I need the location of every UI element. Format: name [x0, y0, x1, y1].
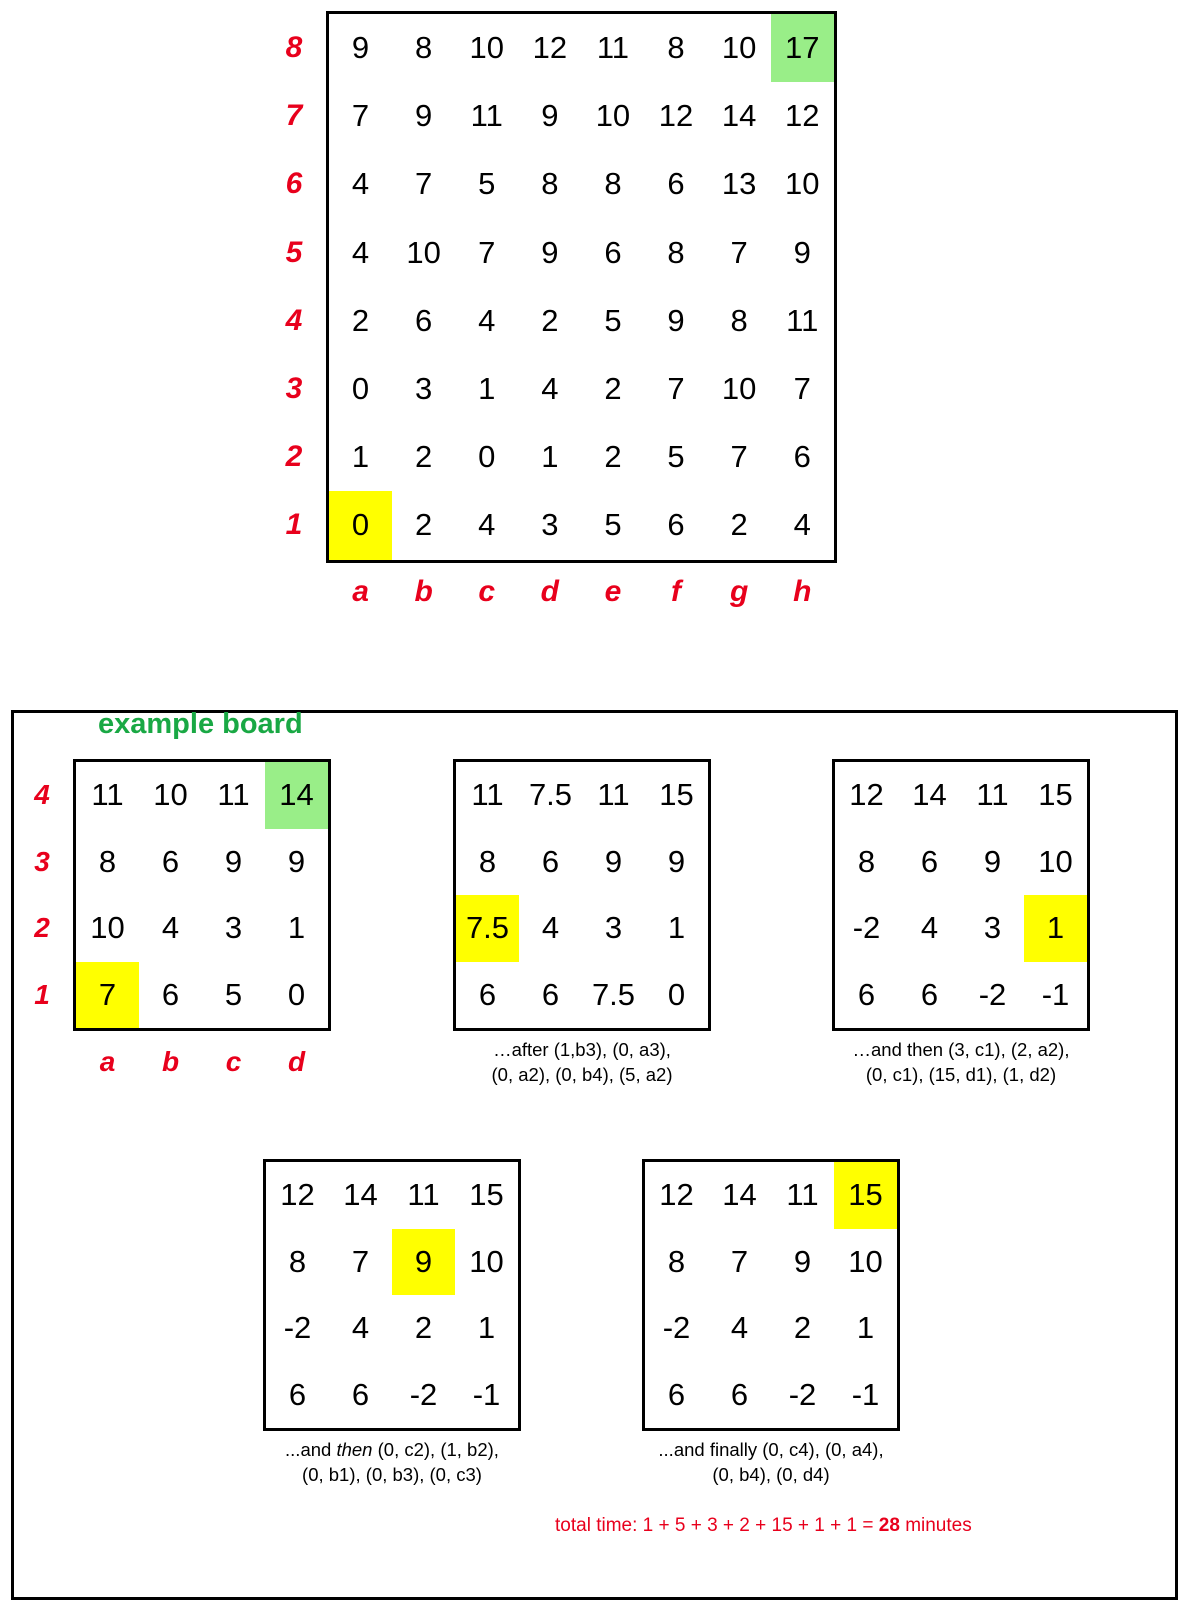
- board-cell: 11: [786, 302, 819, 338]
- caption-line: ...and finally (0, c4), (0, a4),: [658, 1439, 884, 1460]
- board-cell: 12: [659, 1177, 694, 1213]
- board-caption: [222, 1437, 562, 1487]
- board-cell: 9: [667, 302, 685, 338]
- board-cell: 0: [667, 976, 686, 1012]
- example-row-label: 3: [34, 845, 50, 877]
- example-board-4: [263, 1159, 521, 1431]
- board-cell: 6: [288, 1376, 307, 1412]
- example-row-label: 1: [34, 978, 50, 1010]
- example-col-label: d: [287, 1046, 306, 1077]
- board-cell: 7: [415, 166, 433, 202]
- board-cell: 4: [161, 910, 180, 946]
- board-cell: 8: [667, 30, 685, 66]
- board-cell: 3: [983, 910, 1002, 946]
- board-cell: 9: [351, 30, 370, 66]
- board-cell: 8: [288, 1243, 307, 1279]
- board-cell: 6: [667, 1376, 686, 1412]
- board-cell: 14: [912, 777, 947, 813]
- row-label: 3: [285, 372, 303, 406]
- board-cell: 5: [604, 507, 622, 543]
- board-cell: 8: [730, 302, 748, 338]
- board-cell: 11: [596, 30, 630, 66]
- board-cell: 10: [1038, 843, 1073, 879]
- col-label: d: [540, 575, 559, 608]
- board-cell: 11: [471, 777, 504, 813]
- example-col-label: b: [161, 1046, 180, 1077]
- caption-line: (0, b4), (0, d4): [712, 1464, 830, 1485]
- col-label: c: [478, 575, 496, 608]
- board-cell: 3: [604, 910, 623, 946]
- board-cell: 6: [667, 166, 685, 202]
- board-cell: 9: [667, 843, 686, 879]
- col-label: g: [729, 575, 749, 608]
- board-cell: 4: [730, 1310, 749, 1346]
- board-cell: 5: [604, 302, 622, 338]
- board-cell: 13: [721, 166, 757, 202]
- board-cell: 8: [415, 30, 433, 66]
- board-cell: 15: [659, 777, 694, 813]
- board-cell: 9: [224, 843, 243, 879]
- board-cell: 0: [351, 371, 370, 407]
- board-cell: 9: [287, 843, 306, 879]
- board-cell: 1: [478, 371, 496, 407]
- row-label: 1: [285, 508, 303, 542]
- board-cell: 6: [793, 439, 811, 475]
- board-cell: -2: [662, 1310, 691, 1346]
- board-cell: 15: [1038, 777, 1073, 813]
- example-board-1: [73, 759, 331, 1031]
- example-title: example board: [98, 708, 303, 740]
- board-cell: 6: [415, 302, 433, 338]
- board-cell: -2: [788, 1376, 817, 1412]
- total-time-unit: minutes: [905, 1515, 972, 1536]
- board-cell: 6: [351, 1376, 370, 1412]
- board-cell: 15: [834, 1162, 897, 1229]
- board-cell: 4: [478, 302, 496, 338]
- board-cell: -1: [472, 1376, 501, 1412]
- row-label: 4: [285, 303, 303, 337]
- board-cell: 12: [849, 777, 884, 813]
- board-cell: 9: [793, 234, 811, 270]
- col-label: a: [352, 575, 369, 608]
- board-cell: 17: [771, 14, 834, 82]
- board-cell: 0: [287, 976, 306, 1012]
- board-cell: 3: [415, 371, 433, 407]
- board-cell: 2: [351, 302, 370, 338]
- board-cell: 6: [541, 843, 560, 879]
- board-cell: 6: [541, 976, 560, 1012]
- board-cell: 11: [597, 777, 630, 813]
- example-row-label: 2: [34, 912, 50, 944]
- board-cell: 7: [730, 234, 748, 270]
- board-cell: 7: [793, 371, 811, 407]
- board-cell: 11: [407, 1177, 440, 1213]
- board-cell: 2: [541, 302, 559, 338]
- col-label: b: [414, 575, 433, 608]
- board-cell: 11: [91, 777, 124, 813]
- board-cell: 8: [478, 843, 497, 879]
- board-cell: 4: [351, 234, 370, 270]
- board-cell: 2: [730, 507, 748, 543]
- board-cell: 10: [153, 777, 188, 813]
- board-cell: 12: [280, 1177, 315, 1213]
- board-cell: 6: [478, 976, 497, 1012]
- board-cell: 0: [478, 439, 496, 475]
- total-time: [555, 1515, 972, 1537]
- board-cell: 10: [848, 1243, 883, 1279]
- board-cell: 6: [667, 507, 685, 543]
- board-caption: [412, 1037, 752, 1087]
- board-cell: 11: [470, 98, 503, 134]
- board-cell: 7: [351, 1243, 370, 1279]
- example-board-3: [832, 759, 1090, 1031]
- board-cell: 1: [541, 439, 559, 475]
- example-col-label: c: [225, 1046, 242, 1077]
- board-cell: 9: [541, 234, 559, 270]
- board-cell: 4: [793, 507, 811, 543]
- board-cell: 7.5: [528, 777, 573, 813]
- board-cell: 6: [161, 976, 180, 1012]
- board-cell: 14: [721, 98, 757, 134]
- board-cell: 2: [414, 1310, 433, 1346]
- board-cell: 1: [477, 1310, 496, 1346]
- board-cell: -2: [409, 1376, 438, 1412]
- row-label: 6: [285, 167, 303, 201]
- board-cell: 4: [920, 910, 939, 946]
- board-cell: 9: [541, 98, 559, 134]
- caption-line: (0, a2), (0, b4), (5, a2): [491, 1064, 673, 1085]
- row-label: 2: [285, 440, 303, 474]
- board-cell: -2: [283, 1310, 312, 1346]
- caption-line: (0, c1), (15, d1), (1, d2): [865, 1064, 1057, 1085]
- col-label: e: [604, 575, 622, 608]
- board-cell: 7: [667, 371, 685, 407]
- board-cell: 6: [730, 1376, 749, 1412]
- board-cell: -2: [852, 910, 881, 946]
- board-cell: 7: [76, 962, 139, 1029]
- example-row-label: 4: [34, 779, 50, 811]
- board-cell: 1: [667, 910, 686, 946]
- board-cell: 4: [541, 371, 559, 407]
- caption-line: (0, b1), (0, b3), (0, c3): [302, 1464, 482, 1485]
- board-cell: 14: [722, 1177, 757, 1213]
- board-cell: 7: [730, 1243, 749, 1279]
- board-cell: -2: [978, 976, 1007, 1012]
- board-cell: 7.5: [591, 976, 636, 1012]
- board-cell: 8: [98, 843, 117, 879]
- board-cell: 6: [857, 976, 876, 1012]
- board-cell: 2: [415, 439, 433, 475]
- caption-line: …and then (3, c1), (2, a2),: [852, 1039, 1070, 1060]
- example-board-2: [453, 759, 711, 1031]
- total-time-value: 28: [878, 1515, 900, 1536]
- board-cell: 6: [161, 843, 180, 879]
- board-cell: 2: [793, 1310, 812, 1346]
- board-cell: 1: [856, 1310, 875, 1346]
- board-cell: 6: [920, 843, 939, 879]
- board-cell: -1: [1041, 976, 1070, 1012]
- board-cell: 7.5: [456, 895, 519, 962]
- board-cell: 14: [265, 762, 328, 829]
- board-cell: 2: [604, 371, 622, 407]
- board-caption: [791, 1037, 1131, 1087]
- col-label: h: [793, 575, 812, 608]
- board-cell: 4: [351, 166, 370, 202]
- board-cell: 6: [604, 234, 622, 270]
- board-cell: 15: [469, 1177, 504, 1213]
- board-cell: 0: [329, 491, 392, 559]
- board-cell: -1: [851, 1376, 880, 1412]
- board-cell: 8: [857, 843, 876, 879]
- row-label: 8: [285, 31, 303, 65]
- board-cell: 11: [217, 777, 250, 813]
- board-cell: 5: [224, 976, 243, 1012]
- board-cell: 1: [351, 439, 370, 475]
- board-cell: 4: [351, 1310, 370, 1346]
- board-cell: 12: [658, 98, 694, 134]
- board-cell: 3: [224, 910, 243, 946]
- board-cell: 2: [415, 507, 433, 543]
- board-cell: 10: [721, 371, 757, 407]
- board-cell: 14: [343, 1177, 378, 1213]
- board-cell: 8: [541, 166, 559, 202]
- row-label: 7: [285, 99, 303, 133]
- board-cell: 3: [541, 507, 559, 543]
- board-cell: 10: [721, 30, 757, 66]
- board-cell: 9: [392, 1229, 455, 1296]
- total-time-label: total time: 1 + 5 + 3 + 2 + 15 + 1 + 1 =: [555, 1515, 874, 1536]
- board-cell: 9: [983, 843, 1002, 879]
- col-label: f: [671, 575, 682, 608]
- board-cell: 8: [667, 1243, 686, 1279]
- row-label: 5: [285, 235, 303, 269]
- board-cell: 2: [604, 439, 622, 475]
- board-cell: 8: [604, 166, 622, 202]
- caption-line: ...and then (0, c2), (1, b2),: [285, 1439, 499, 1460]
- board-cell: 11: [786, 1177, 819, 1213]
- board-cell: 7: [351, 98, 370, 134]
- board-cell: 5: [667, 439, 685, 475]
- example-col-label: a: [99, 1046, 116, 1077]
- board-cell: 4: [478, 507, 496, 543]
- board-cell: 1: [287, 910, 306, 946]
- board-cell: 9: [415, 98, 433, 134]
- board-cell: 9: [793, 1243, 812, 1279]
- board-cell: 12: [532, 30, 568, 66]
- board-cell: 10: [469, 30, 504, 66]
- board-cell: 10: [784, 166, 820, 202]
- board-cell: 10: [90, 910, 125, 946]
- board-cell: 12: [784, 98, 820, 134]
- example-board-5: [642, 1159, 900, 1431]
- board-cell: 11: [976, 777, 1009, 813]
- caption-line: …after (1,b3), (0, a3),: [493, 1039, 671, 1060]
- board-cell: 6: [920, 976, 939, 1012]
- board-cell: 4: [541, 910, 560, 946]
- board-caption: [601, 1437, 941, 1487]
- board-cell: 1: [1024, 895, 1087, 962]
- board-cell: 8: [667, 234, 685, 270]
- board-cell: 5: [478, 166, 496, 202]
- board-cell: 10: [469, 1243, 504, 1279]
- board-cell: 9: [604, 843, 623, 879]
- board-cell: 7: [478, 234, 496, 270]
- board-cell: 7: [730, 439, 748, 475]
- main-board: [326, 11, 837, 563]
- board-cell: 10: [406, 234, 441, 270]
- board-cell: 10: [595, 98, 631, 134]
